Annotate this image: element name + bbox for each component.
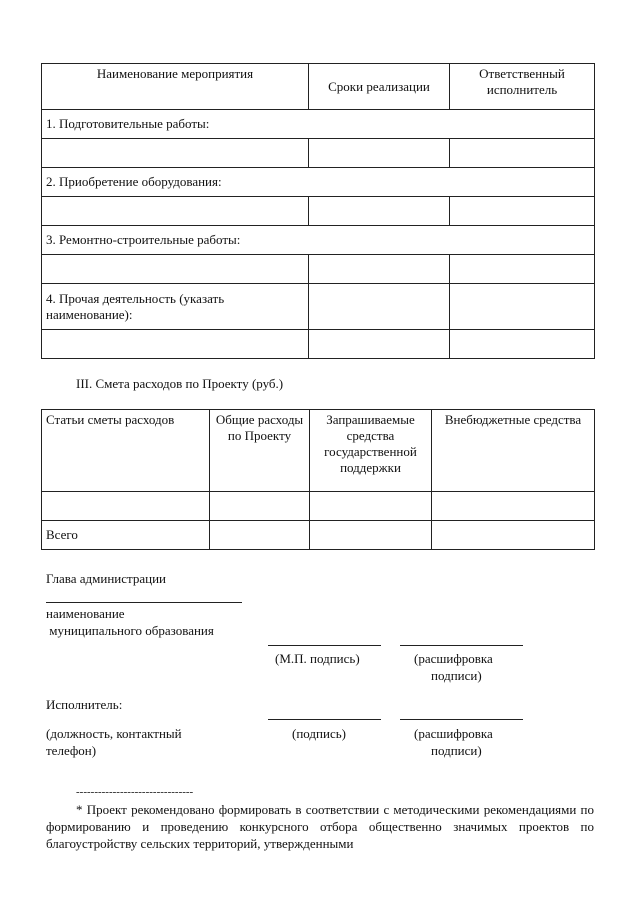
empty-cell <box>309 255 450 284</box>
empty-cell <box>450 139 595 168</box>
signature-line-decode2 <box>400 719 523 720</box>
decode2-line1: (расшифровка <box>414 726 493 741</box>
empty-cell <box>450 255 595 284</box>
signature-line-decode1 <box>400 645 523 646</box>
signature-caption: (подпись) <box>292 726 346 741</box>
empty-cell <box>210 492 310 521</box>
header-requested-support: Запрашиваемые средства государственной поддержки <box>310 410 432 492</box>
empty-cell <box>450 330 595 359</box>
mp-signature-caption: (М.П. подпись) <box>275 651 360 666</box>
empty-cell <box>432 492 595 521</box>
signature-line-executor <box>268 719 381 720</box>
head-underline <box>46 602 242 603</box>
municipality-line1: наименование <box>46 606 125 621</box>
footnote-text: * Проект рекомендовано формировать в соответствии с методическими рекомендациями по формированию и проведению конкурсного отбора общественно значимых проектов по благоустройству сельских территорий, утвержденными <box>46 802 594 851</box>
header-total-expenses: Общие расходы по Проекту <box>210 410 310 492</box>
empty-cell <box>42 255 309 284</box>
empty-cell <box>42 197 309 226</box>
signature-line-mp <box>268 645 381 646</box>
activities-table <box>41 63 595 359</box>
empty-cell <box>450 197 595 226</box>
empty-cell <box>309 197 450 226</box>
empty-cell <box>309 139 450 168</box>
empty-cell <box>310 521 432 550</box>
decode2-line2: подписи) <box>431 743 482 758</box>
section-other: 4. Прочая деятельность (указать наименование): <box>42 284 309 330</box>
decode1-line1: (расшифровка <box>414 651 493 666</box>
empty-cell <box>210 521 310 550</box>
empty-cell <box>42 330 309 359</box>
total-label: Всего <box>42 521 210 550</box>
header-activity-name: Наименование мероприятия <box>42 64 309 110</box>
header-extra-budget: Внебюджетные средства <box>432 410 595 492</box>
header-budget-items: Статьи сметы расходов <box>42 410 210 492</box>
section-equipment: 2. Приобретение оборудования: <box>42 168 595 197</box>
empty-cell <box>42 139 309 168</box>
empty-cell <box>309 284 450 330</box>
header-deadlines: Сроки реализации <box>309 64 450 110</box>
empty-cell <box>42 492 210 521</box>
empty-cell <box>310 492 432 521</box>
section-preparatory: 1. Подготовительные работы: <box>42 110 595 139</box>
footnote-rule: -------------------------------- <box>76 786 194 798</box>
empty-cell <box>309 330 450 359</box>
section-title-budget: III. Смета расходов по Проекту (руб.) <box>76 376 284 391</box>
budget-table <box>41 409 595 550</box>
position-line2: телефон) <box>46 743 97 758</box>
empty-cell <box>450 284 595 330</box>
executor-label: Исполнитель: <box>46 697 123 712</box>
section-construction: 3. Ремонтно-строительные работы: <box>42 226 595 255</box>
position-line1: (должность, контактный <box>46 726 182 741</box>
header-responsible: Ответственный исполнитель <box>450 64 595 110</box>
decode1-line2: подписи) <box>431 668 482 683</box>
municipality-line2: муниципального образования <box>46 623 214 638</box>
head-of-administration-label: Глава администрации <box>46 571 167 586</box>
empty-cell <box>432 521 595 550</box>
